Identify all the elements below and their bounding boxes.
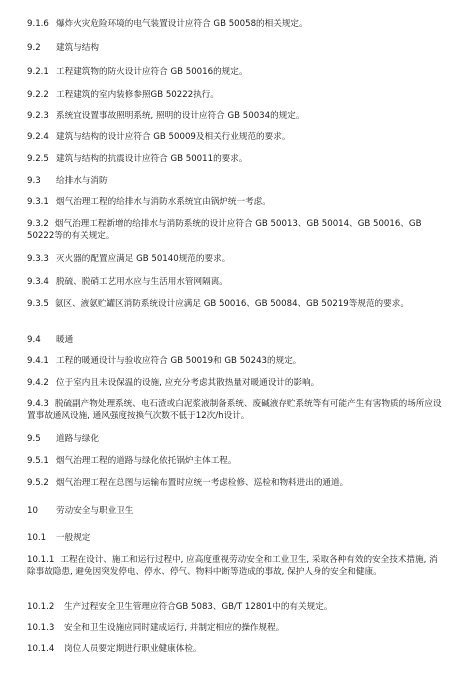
chapter-heading-text: 劳动安全与职业卫生 xyxy=(56,506,134,516)
clause-9-3-4 xyxy=(27,276,445,288)
clause-text: 爆炸火灾危险环境的电气装置设计应符合 GB 50058的相关规定。 xyxy=(56,19,308,29)
clause-number: 9.4.3 xyxy=(27,399,49,409)
clause-number: 9.5 xyxy=(27,434,41,444)
section-heading-9-4 xyxy=(27,334,445,346)
clause-text: 脱硫副产物处理系统、电石渣或白泥浆液制备系统、废碱液存贮系统等有可能产生有害物质的场所应设置事故通风设施, 通风强度按换气次数不低于12次/h设计。 xyxy=(27,399,442,421)
clause-10-1-2 xyxy=(27,601,445,613)
clause-text: 工程在设计、施工和运行过程中, 应高度重视劳动安全和工业卫生, 采取各种有效的安全技术措施, 消除事故隐患, 避免因突发停电、停水、停气、物料中断等造成的事故, 保护人身的安全和健康。 xyxy=(27,555,438,577)
clause-number: 9.3 xyxy=(27,176,41,186)
clause-9-2-4 xyxy=(27,131,445,143)
clause-number: 9.2.5 xyxy=(27,154,49,164)
section-heading-text: 暖通 xyxy=(56,335,74,345)
clause-9-3-2 xyxy=(27,218,445,242)
clause-number: 9.3.5 xyxy=(27,299,49,309)
clause-text: 烟气治理工程在总图与运输布置时应统一考虑检修、巡检和物料进出的通道。 xyxy=(56,478,349,488)
clause-number: 10.1.4 xyxy=(27,644,55,654)
clause-9-4-2 xyxy=(27,377,445,389)
clause-text: 烟气治理工程的给排水与消防水系统宜由锅炉统一考虑。 xyxy=(56,197,271,207)
section-heading-text: 给排水与消防 xyxy=(56,176,108,186)
clause-number: 9.4 xyxy=(27,335,41,345)
clause-9-4-1 xyxy=(27,355,445,367)
clause-number: 9.3.1 xyxy=(27,197,49,207)
clause-number: 9.2 xyxy=(27,43,41,53)
clause-text: 灭火器的配置应满足 GB 50140规范的要求。 xyxy=(56,254,231,264)
clause-number: 9.5.2 xyxy=(27,478,49,488)
section-heading-text: 道路与绿化 xyxy=(56,434,99,444)
clause-number: 9.1.6 xyxy=(27,19,49,29)
clause-9-2-5 xyxy=(27,153,445,165)
clause-text: 岗位人员要定期进行职业健康体检。 xyxy=(64,644,202,654)
clause-9-2-2 xyxy=(27,89,445,101)
section-heading-text: 一般规定 xyxy=(56,533,91,543)
clause-number: 9.2.2 xyxy=(27,90,49,100)
clause-number: 9.2.1 xyxy=(27,67,49,77)
clause-9-3-5 xyxy=(27,298,445,310)
clause-number: 9.4.1 xyxy=(27,356,49,366)
clause-9-2-1 xyxy=(27,66,445,78)
clause-text: 烟气治理工程的道路与绿化依托锅炉主体工程。 xyxy=(56,456,237,466)
clause-9-3-3 xyxy=(27,253,445,265)
clause-number: 9.3.2 xyxy=(27,219,49,229)
section-heading-10-1 xyxy=(27,532,445,544)
clause-10-1-4 xyxy=(27,643,445,655)
clause-text: 工程的暖通设计与验收应符合 GB 50019和 GB 50243的规定。 xyxy=(56,356,302,366)
clause-number: 9.2.4 xyxy=(27,132,49,142)
clause-number: 10.1.2 xyxy=(27,602,55,612)
clause-10-1-1 xyxy=(27,554,445,578)
clause-9-3-1 xyxy=(27,196,445,208)
clause-text: 烟气治理工程新增的给排水与消防系统的设计应符合 GB 50013、GB 50014、GB 50016、GB 50222等的有关规定。 xyxy=(27,219,422,241)
clause-text: 系统宜设置事故照明系统, 照明的设计应符合 GB 50034的规定。 xyxy=(56,111,305,121)
clause-text: 生产过程安全卫生管理应符合GB 5083、GB/T 12801中的有关规定。 xyxy=(64,602,333,612)
section-heading-9-2 xyxy=(27,42,445,54)
clause-number: 9.4.2 xyxy=(27,378,49,388)
section-heading-9-5 xyxy=(27,433,445,445)
clause-text: 工程建筑物的防火设计应符合 GB 50016的规定。 xyxy=(56,67,248,77)
clause-9-5-2 xyxy=(27,477,445,489)
section-heading-9-3 xyxy=(27,175,445,187)
clause-text: 工程建筑的室内装修参照GB 50222执行。 xyxy=(56,90,219,100)
clause-text: 脱硫、脱硝工艺用水应与生活用水管网隔离。 xyxy=(56,277,228,287)
section-heading-text: 建筑与结构 xyxy=(56,43,99,53)
clause-text: 安全和卫生设施应同时建成运行, 并制定相应的操作规程。 xyxy=(64,623,285,633)
clause-number: 10.1.3 xyxy=(27,623,55,633)
clause-number: 10 xyxy=(27,506,38,516)
clause-text: 氨区、液氨贮罐区消防系统设计应满足 GB 50016、GB 50084、GB 50219等规范的要求。 xyxy=(54,299,409,309)
clause-text: 建筑与结构的抗震设计应符合 GB 50011的要求。 xyxy=(56,154,248,164)
clause-9-4-3 xyxy=(27,398,445,422)
chapter-heading-10 xyxy=(27,505,445,517)
clause-number: 10.1.1 xyxy=(27,555,55,565)
clause-9-1-6 xyxy=(27,18,445,30)
clause-number: 9.2.3 xyxy=(27,111,49,121)
clause-text: 位于室内且未设保温的设施, 应充分考虑其散热量对暖通设计的影响。 xyxy=(56,378,320,388)
clause-text: 建筑与结构的设计应符合 GB 50009及相关行业规范的要求。 xyxy=(56,132,291,142)
clause-9-5-1 xyxy=(27,455,445,467)
clause-number: 10.1 xyxy=(27,533,47,543)
clause-number: 9.5.1 xyxy=(27,456,49,466)
clause-10-1-3 xyxy=(27,622,445,634)
clause-9-2-3 xyxy=(27,110,445,122)
clause-number: 9.3.3 xyxy=(27,254,49,264)
clause-number: 9.3.4 xyxy=(27,277,49,287)
